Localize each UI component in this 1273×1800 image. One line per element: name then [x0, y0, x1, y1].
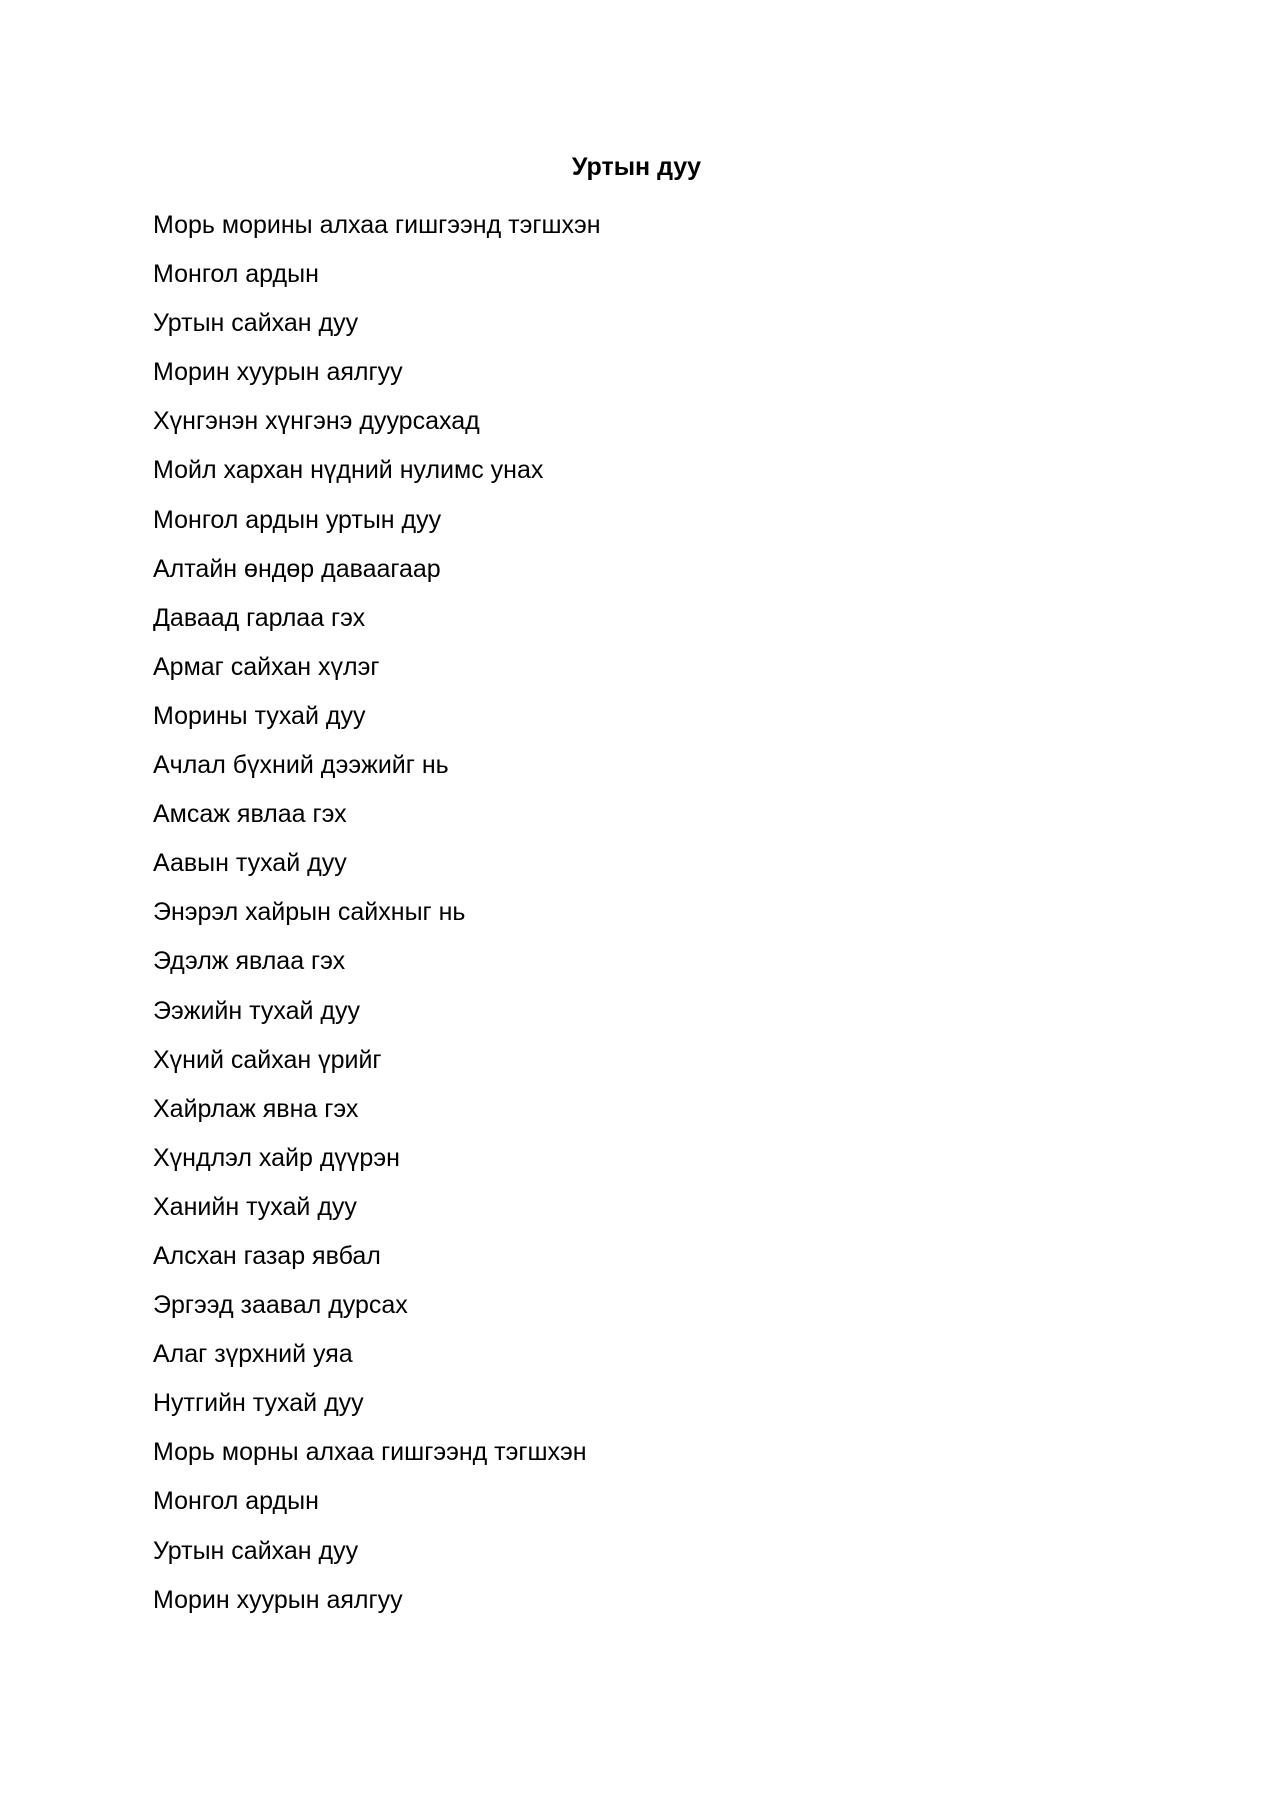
poem-line: Морин хуурын аялгуу	[153, 358, 403, 387]
poem-line: Алсхан газар явбал	[153, 1241, 381, 1270]
poem-line: Энэрэл хайрын сайхныг нь	[153, 898, 466, 927]
poem-line: Даваад гарлаа гэх	[153, 603, 366, 632]
poem-line: Амсаж явлаа гэх	[153, 800, 347, 829]
poem-line: Аавын тухай дуу	[153, 849, 347, 878]
poem-line: Монгол ардын	[153, 260, 319, 289]
poem-line: Хайрлаж явна гэх	[153, 1094, 359, 1123]
poem-line: Уртын сайхан дуу	[153, 1536, 359, 1565]
poem-line: Ачлал бүхний дээжийг нь	[153, 751, 449, 780]
poem-line: Хүндлэл хайр дүүрэн	[153, 1143, 400, 1172]
poem-line: Мойл хархан нүдний нулимс унах	[153, 456, 544, 485]
poem-line: Ханийн тухай дуу	[153, 1192, 357, 1221]
poem-line: Армаг сайхан хүлэг	[153, 652, 380, 681]
poem-line: Нутгийн тухай дуу	[153, 1389, 364, 1418]
poem-line: Монгол ардын уртын дуу	[153, 505, 442, 534]
poem-lines	[153, 201, 601, 1625]
poem-line: Морины тухай дуу	[153, 701, 366, 730]
poem-line: Уртын сайхан дуу	[153, 309, 359, 338]
poem-line: Монгол ардын	[153, 1487, 319, 1516]
poem-line: Морь морины алхаа гишгээнд тэгшхэн	[153, 211, 601, 239]
poem-line: Морин хуурын аялгуу	[153, 1585, 403, 1614]
poem-line: Эдэлж явлаа гэх	[153, 947, 346, 976]
document-title-text: Уртын дуу	[571, 153, 702, 181]
poem-line: Алаг зүрхний уяа	[153, 1340, 353, 1369]
document-title	[0, 150, 1273, 184]
poem-line: Ээжийн тухай дуу	[153, 996, 360, 1025]
poem-line: Алтайн өндөр даваагаар	[153, 554, 441, 583]
poem-line: Эргээд заавал дурсах	[153, 1291, 408, 1320]
poem-line: Хүнгэнэн хүнгэнэ дуурсахад	[153, 407, 480, 436]
poem-line: Морь морны алхаа гишгээнд тэгшхэн	[153, 1438, 587, 1467]
poem-line: Хүний сайхан үрийг	[153, 1045, 382, 1074]
